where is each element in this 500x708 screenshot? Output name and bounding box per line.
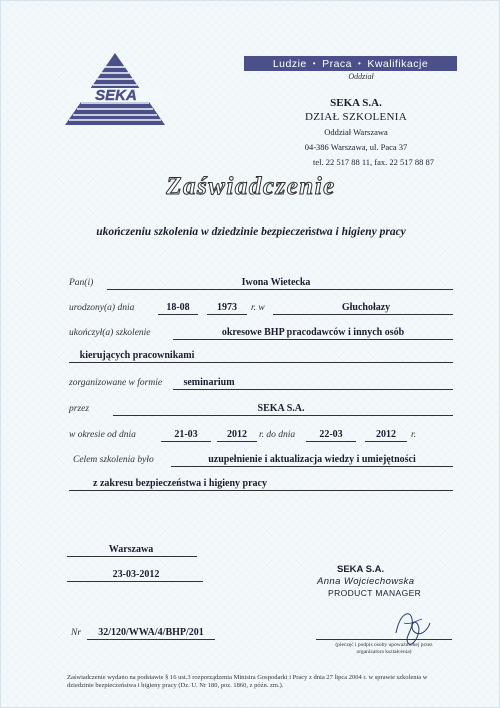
- period-label: w okresie od dnia: [69, 430, 136, 440]
- signature-caption: (pieczęć i podpis osoby upoważnionej przez organizatora kształcenia): [335, 642, 433, 655]
- form-label: zorganizowane w formie: [69, 378, 163, 388]
- goal-text: uzupełnienie i aktualizacja wiedzy i umiejętności: [208, 454, 416, 465]
- goal-text-cont: z zakresu bezpieczeństwa i higieny pracy: [93, 478, 267, 489]
- born-place-underline: [273, 314, 453, 315]
- stamp-company: SEKA S.A.: [337, 564, 385, 575]
- training-type: okresowe BHP pracodawców i innych osób: [221, 327, 405, 338]
- branch-name: Oddział Warszawa: [324, 127, 388, 137]
- by-underline: [113, 415, 453, 416]
- born-day-underline: [158, 314, 198, 315]
- department-name: DZIAŁ SZKOLENIA: [305, 111, 407, 123]
- banner-dot: •: [358, 59, 362, 68]
- goal-underline-2: [69, 490, 453, 491]
- from-day: 21-03: [174, 429, 198, 440]
- to-day: 22-03: [319, 429, 343, 440]
- company-name: SEKA S.A.: [330, 97, 382, 109]
- form-value: seminarium: [183, 377, 235, 388]
- certificate-number: 32/120/WWA/4/BHP/201: [98, 627, 204, 638]
- from-year-underline: [217, 441, 257, 442]
- goal-label: Celem szkolenia było: [73, 455, 154, 465]
- training-underline: [173, 339, 453, 340]
- number-label: Nr: [71, 628, 82, 638]
- place-underline: [67, 556, 197, 557]
- name-underline: [107, 289, 453, 290]
- date-underline: [67, 581, 203, 582]
- banner-word: Ludzie: [272, 57, 307, 70]
- completed-label: ukończył(a) szkolenie: [69, 328, 151, 338]
- address: 04-386 Warszawa, ul. Paca 37: [304, 142, 408, 152]
- to-year-underline: [365, 441, 407, 442]
- goal-underline: [171, 466, 453, 467]
- born-year-underline: [207, 314, 247, 315]
- slogan-banner: [244, 56, 457, 71]
- from-day-underline: [161, 441, 211, 442]
- born-day: 18-08: [166, 302, 190, 313]
- by-label: przez: [69, 404, 90, 414]
- training-underline-2: [69, 362, 453, 363]
- legal-footer: Zaświadczenie wydano na podstawie § 16 ust.3 rozporządzenia Ministra Gospodarki i Pracy z dnia 27 lipca 2004 r. w sprawie szkolenia w dziedzinie bezpieczeństwa i higieny pracy (Dz. U. Nr 180, poz. 1860, z późn. zm.).: [67, 674, 428, 689]
- oddzial-label: Oddział: [348, 72, 374, 81]
- document-title: Zaświadczenie: [166, 173, 336, 200]
- banner-dot: •: [312, 59, 317, 68]
- r-label: r.: [411, 430, 417, 440]
- organizer: SEKA S.A.: [257, 403, 305, 414]
- born-r-label: r. w: [251, 303, 265, 313]
- stamp-role: PRODUCT MANAGER: [328, 588, 422, 598]
- form-underline: [173, 389, 453, 390]
- pan-label: Pan(i): [69, 278, 94, 288]
- born-label: urodzony(a) dnia: [69, 303, 135, 313]
- number-underline: [87, 639, 215, 640]
- to-year: 2012: [376, 429, 396, 440]
- born-place: Głuchołazy: [341, 302, 391, 313]
- participant-name: Iwona Wietecka: [241, 277, 311, 288]
- banner-word: Kwalifikacje: [367, 57, 429, 70]
- signature-line: [316, 639, 452, 640]
- issue-place: Warszawa: [108, 544, 154, 555]
- phone-fax: tel. 22 517 88 11, fax. 22 517 88 87: [312, 157, 435, 167]
- banner-word: Praca: [322, 57, 353, 70]
- to-label: r. do dnia: [259, 430, 296, 440]
- svg-text:SEKA: SEKA: [95, 87, 137, 104]
- issue-date: 23-03-2012: [112, 569, 160, 580]
- born-year: 1973: [217, 302, 237, 313]
- stamp-person: Anna Wojciechowska: [317, 576, 415, 587]
- document-subtitle: ukończeniu szkolenia w dziedzinie bezpieczeństwa i higieny pracy: [96, 226, 406, 238]
- from-year: 2012: [227, 429, 247, 440]
- training-type-cont: kierujących pracownikami: [79, 350, 195, 361]
- seka-logo: [61, 49, 169, 127]
- to-day-underline: [306, 441, 356, 442]
